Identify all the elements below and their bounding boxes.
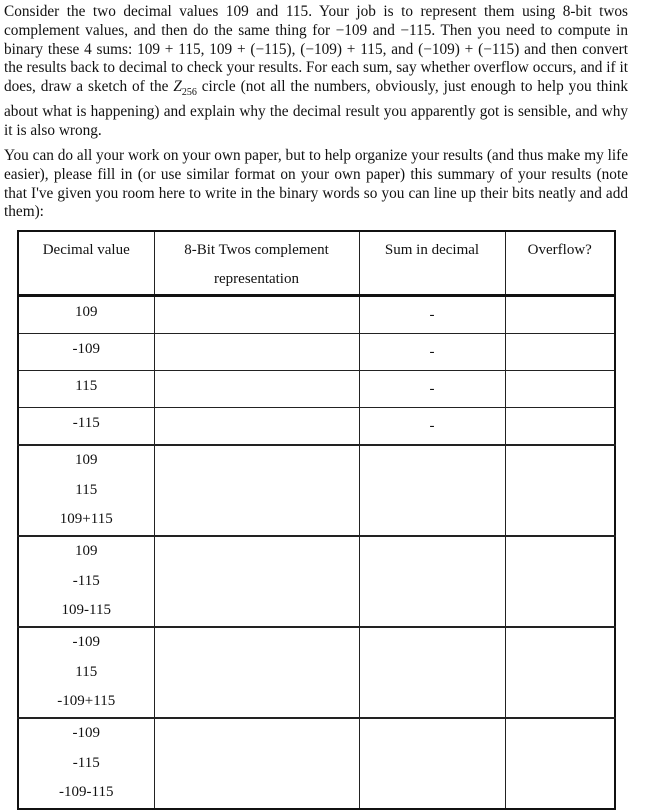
sum-cell: - <box>359 296 505 334</box>
header-twos-complement <box>154 231 359 296</box>
header-twos-line2: representation <box>214 271 299 287</box>
group-line: -115 <box>72 754 100 771</box>
overflow-cell[interactable] <box>505 371 615 408</box>
overflow-cell[interactable] <box>505 334 615 371</box>
table-row <box>18 408 615 446</box>
group-line: 109 <box>75 452 98 468</box>
group-line: -109 <box>72 634 100 650</box>
overflow-cell[interactable] <box>505 627 615 718</box>
decimal-group-cell <box>18 536 154 627</box>
binary-cell[interactable] <box>154 408 359 446</box>
sum-cell[interactable] <box>359 445 505 536</box>
sum-group-row <box>18 718 615 809</box>
decimal-group-cell <box>18 627 154 718</box>
group-line: -109+115 <box>57 693 116 709</box>
group-line: 109 <box>75 543 98 559</box>
binary-cell[interactable] <box>154 445 359 536</box>
decimal-cell: -109 <box>18 334 154 371</box>
sum-group-row <box>18 445 615 536</box>
decimal-group-cell <box>18 718 154 809</box>
header-decimal-label: Decimal value <box>42 242 130 258</box>
header-overflow-label: Overflow? <box>527 242 592 258</box>
binary-cell[interactable] <box>154 627 359 718</box>
z-symbol: Z <box>173 78 182 96</box>
sum-group-row <box>18 627 615 718</box>
decimal-cell: 115 <box>18 371 154 408</box>
summary-table <box>17 230 616 810</box>
binary-cell[interactable] <box>154 296 359 334</box>
instructions-text-a: Consider the two decimal values 109 and 115. Your job is to represent them using 8-bit twos complement values, and then do the same thing for −109 and −115. Then you need to compute in binary these 4 sums: 109 + 115, 109 + (−115), (−109) + 115, and (−109) + (−115) and then convert the results back to decimal to check your results. For each sum, say whether overflow occurs, and if it does, draw a sketch of the <box>4 3 628 96</box>
instructions-paragraph-2: You can do all your work on your own paper, but to help organize your results (and thus make my life easier), please fill in (or use similar format on your own paper) this summary of your results (note that I've given you room here to write in the binary words so you can line up their bits neatly and add them): <box>4 147 628 221</box>
header-overflow <box>505 231 615 296</box>
overflow-cell[interactable] <box>505 408 615 446</box>
table-row <box>18 296 615 334</box>
sum-cell[interactable] <box>359 718 505 809</box>
group-line: 115 <box>75 663 98 680</box>
binary-cell[interactable] <box>154 371 359 408</box>
binary-cell[interactable] <box>154 334 359 371</box>
sum-cell: - <box>359 371 505 408</box>
binary-cell[interactable] <box>154 718 359 809</box>
group-line: -115 <box>72 572 100 589</box>
instructions-paragraph-1 <box>4 3 628 141</box>
sum-cell: - <box>359 408 505 446</box>
decimal-cell: 109 <box>18 296 154 334</box>
group-line: 115 <box>75 481 98 498</box>
group-line: 109+115 <box>59 511 113 527</box>
overflow-cell[interactable] <box>505 445 615 536</box>
group-line: -109-115 <box>59 784 114 800</box>
header-decimal-value <box>18 231 154 296</box>
decimal-group-cell <box>18 445 154 536</box>
sum-cell[interactable] <box>359 627 505 718</box>
header-sum-label: Sum in decimal <box>384 242 480 258</box>
sum-group-row <box>18 536 615 627</box>
header-twos-line1: 8-Bit Twos complement <box>184 242 329 258</box>
decimal-cell: -115 <box>18 408 154 446</box>
table-row <box>18 371 615 408</box>
overflow-cell[interactable] <box>505 718 615 809</box>
z-subscript: 256 <box>181 87 197 99</box>
sum-cell[interactable] <box>359 536 505 627</box>
overflow-cell[interactable] <box>505 296 615 334</box>
overflow-cell[interactable] <box>505 536 615 627</box>
instructions-text-b: circle (not all the numbers, obviously, just enough to help you think about what is happening) and explain why the decimal result you apparently got is sensible, and why it is also wrong. <box>4 78 628 139</box>
group-line: -109 <box>72 725 100 741</box>
group-line: 109-115 <box>61 602 111 618</box>
table-row <box>18 334 615 371</box>
binary-cell[interactable] <box>154 536 359 627</box>
header-sum-decimal <box>359 231 505 296</box>
table-header-row <box>18 231 615 296</box>
sum-cell: - <box>359 334 505 371</box>
